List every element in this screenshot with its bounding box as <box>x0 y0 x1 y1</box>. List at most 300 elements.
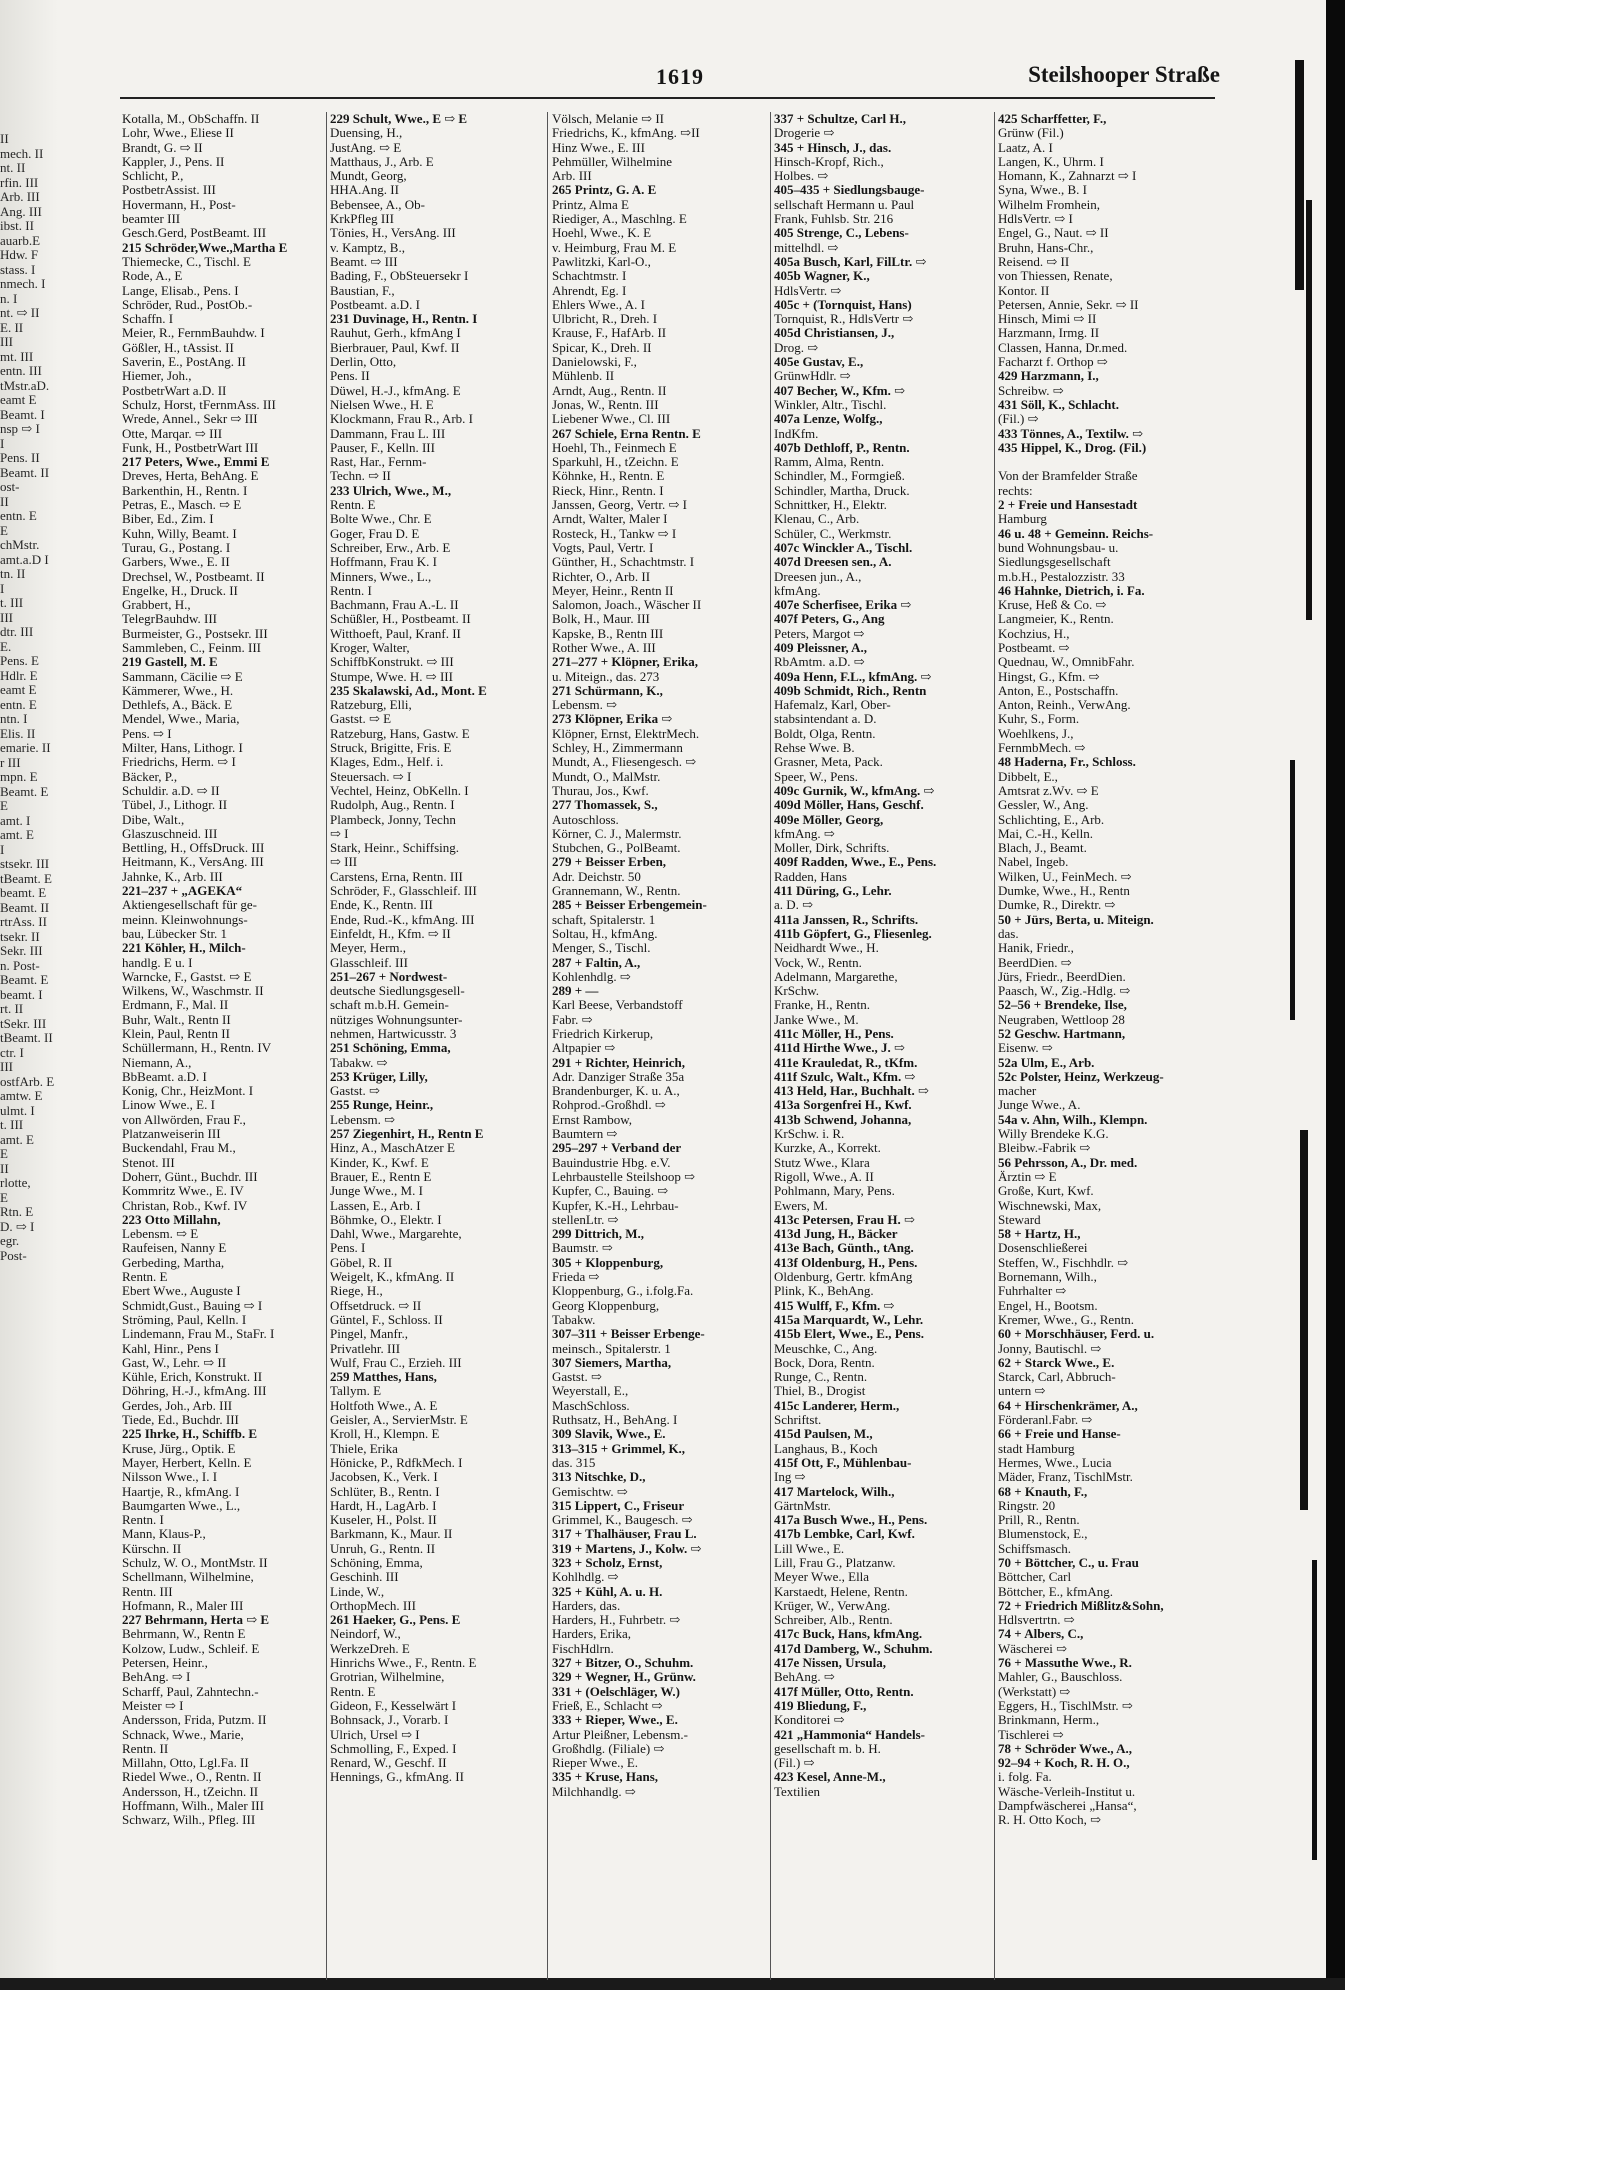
directory-entry: Mäder, Franz, TischlMstr. <box>998 1470 1133 1485</box>
directory-entry: Oldenburg, Gertr. kfmAng <box>774 1270 913 1285</box>
directory-entry: u. Miteign., das. 273 <box>552 669 660 684</box>
directory-entry: Schlüter, B., Rentn. I <box>330 1484 440 1499</box>
directory-entry: Arndt, Walter, Maler I <box>552 512 668 527</box>
directory-entry: 56 Pehrsson, A., Dr. med. <box>998 1155 1138 1170</box>
fragment-line: rtrAss. II <box>0 914 47 929</box>
fragment-line: auarb.E <box>0 232 41 248</box>
fragment-line: tBeamt. E <box>0 870 52 886</box>
directory-entry: Klein, Paul, Rentn II <box>122 1027 230 1041</box>
directory-entry: Raufeisen, Nanny E <box>122 1241 227 1256</box>
directory-entry: Junge Wwe., M. I <box>330 1184 423 1199</box>
directory-entry: Jürs, Friedr., BeerdDien. <box>998 969 1126 984</box>
directory-entry: 233 Ulrich, Wwe., M., <box>330 483 452 498</box>
fragment-line: rt. II <box>0 1001 24 1016</box>
directory-entry: Drogerie ⇨ <box>774 126 835 141</box>
directory-entry: Starck, Carl, Abbruch- <box>998 1370 1116 1385</box>
fragment-line: E <box>0 522 8 538</box>
directory-entry: Dahl, Wwe., Margarehte, <box>330 1227 462 1242</box>
directory-entry: Dosenschließerei <box>998 1241 1088 1256</box>
directory-entry: HHA.Ang. II <box>330 183 399 198</box>
directory-entry: Jacobsen, K., Verk. I <box>330 1470 438 1485</box>
fragment-line: nmech. I <box>0 276 46 291</box>
directory-entry: Hamburg <box>998 512 1047 527</box>
directory-entry: i. folg. Fa. <box>998 1770 1052 1785</box>
directory-entry: Eggers, H., TischlMstr. ⇨ <box>998 1698 1133 1713</box>
directory-entry: Wrede, Annel., Sekr ⇨ III <box>122 412 258 427</box>
directory-entry: Vock, W., Rentn. <box>774 955 862 970</box>
directory-entry: Riediger, A., Maschlng. E <box>552 212 687 227</box>
directory-entry: 255 Runge, Heinr., <box>330 1098 434 1113</box>
fragment-line: tMstr.aD. <box>0 377 50 393</box>
fragment-line: Hdlr. E <box>0 667 38 683</box>
directory-entry: 417e Nissen, Ursula, <box>774 1656 886 1671</box>
directory-entry: Christan, Rob., Kwf. IV <box>122 1198 248 1213</box>
directory-entry: Brandt, G. ⇨ II <box>122 140 203 155</box>
directory-entry: 299 Dittrich, M., <box>552 1227 645 1242</box>
fragment-line: Ang. III <box>0 203 42 219</box>
directory-entry: Ernst Rambow, <box>552 1112 633 1127</box>
directory-entry: schaft, Spitalerstr. 1 <box>552 912 656 927</box>
directory-entry: Klockmann, Frau R., Arb. I <box>330 412 473 427</box>
directory-entry: Vechtel, Heinz, ObKelln. I <box>330 783 469 798</box>
directory-entry: Engelke, H., Druck. II <box>122 583 238 598</box>
directory-entry: 417f Müller, Otto, Rentn. <box>774 1684 914 1699</box>
directory-entry: Mundt, Georg, <box>330 169 407 184</box>
directory-entry: Speer, W., Pens. <box>774 769 858 784</box>
directory-entry: Beamt. ⇨ III <box>330 254 398 269</box>
directory-entry: Witthoeft, Paul, Kranf. II <box>330 626 461 641</box>
directory-entry: Unruh, G., Rentn. II <box>330 1541 436 1556</box>
directory-entry: Neugraben, Wettloop 28 <box>998 1012 1125 1027</box>
directory-entry: FischHdlrn. <box>552 1641 614 1656</box>
directory-entry: Baumtern ⇨ <box>552 1127 618 1142</box>
directory-entry: 323 + Scholz, Ernst, <box>552 1555 663 1570</box>
fragment-line: Beamt. E <box>0 783 49 799</box>
directory-entry: Duensing, H., <box>330 126 403 141</box>
directory-entry: 307–311 + Beisser Erbenge- <box>552 1327 705 1342</box>
directory-entry: beamter III <box>122 212 181 227</box>
directory-entry: Kochzius, H., <box>998 626 1070 641</box>
directory-entry: Förderanl.Fabr. ⇨ <box>998 1413 1093 1428</box>
directory-entry: Pens. I <box>330 1241 366 1256</box>
directory-entry: 411c Möller, H., Pens. <box>774 1027 894 1041</box>
directory-entry: Hinz, A., MaschAtzer E <box>330 1141 455 1156</box>
directory-entry: Hoehl, Th., Feinmech E <box>552 440 677 455</box>
directory-entry: Franke, H., Rentn. <box>774 998 871 1013</box>
directory-entry: Rode, A., E <box>122 269 183 284</box>
directory-entry: 327 + Bitzer, O., Schuhm. <box>552 1656 694 1671</box>
fragment-line: Elis. II <box>0 725 36 741</box>
column-divider <box>326 112 327 1980</box>
directory-entry: Kolzow, Ludw., Schleif. E <box>122 1641 260 1656</box>
directory-entry: Kuhn, Willy, Beamt. I <box>122 526 237 541</box>
directory-entry: Schley, H., Zimmermann <box>552 741 683 756</box>
directory-entry: stabsintendant a. D. <box>774 712 877 727</box>
directory-entry: Ulbricht, R., Dreh. I <box>552 312 658 327</box>
directory-entry: Dampfwäscherei „Hansa“, <box>998 1799 1137 1814</box>
directory-entry: 221 Köhler, H., Milch- <box>122 941 246 956</box>
directory-entry: Platzanweiserin III <box>122 1127 221 1142</box>
directory-entry: Bebensee, A., Ob- <box>330 197 425 212</box>
directory-entry: Schellmann, Wilhelmine, <box>122 1570 254 1585</box>
directory-entry: Reisend. ⇨ II <box>998 254 1070 269</box>
directory-entry: Kurzke, A., Korrekt. <box>774 1141 881 1156</box>
directory-entry: Böttcher, Carl <box>998 1570 1072 1585</box>
directory-entry: Langhaus, B., Koch <box>774 1441 878 1456</box>
directory-entry: 257 Ziegenhirt, H., Rentn E <box>330 1127 484 1142</box>
directory-entry: Kuseler, H., Polst. II <box>330 1513 437 1528</box>
fragment-line: ost- <box>0 479 20 494</box>
directory-entry: Classen, Hanna, Dr.med. <box>998 340 1128 355</box>
directory-entry: BbBeamt. a.D. I <box>122 1069 207 1084</box>
directory-entry: Tabakw. ⇨ <box>330 1055 388 1070</box>
directory-entry: Stenot. III <box>122 1155 175 1170</box>
directory-entry: Offsetdruck. ⇨ II <box>330 1298 422 1313</box>
fragment-line: tsekr. II <box>0 928 40 944</box>
directory-entry: Einfeldt, H., Kfm. ⇨ II <box>330 926 451 941</box>
directory-entry: Scharff, Paul, Zahntechn.- <box>122 1684 259 1699</box>
directory-entry: 64 + Hirschenkrämer, A., <box>998 1398 1138 1413</box>
directory-entry: Schiffsmasch. <box>998 1541 1072 1556</box>
fragment-line: mech. II <box>0 145 44 161</box>
directory-entry: 415f Ott, F., Mühlenbau- <box>774 1455 912 1470</box>
directory-entry: Schüßler, H., Postbeamt. II <box>330 612 471 627</box>
fragment-line: nsp ⇨ I <box>0 421 40 436</box>
directory-entry: Tischlerei ⇨ <box>998 1727 1064 1742</box>
directory-entry: Schüllermann, H., Rentn. IV <box>122 1041 272 1056</box>
directory-entry: Kontor. II <box>998 283 1050 298</box>
directory-entry: Hinrichs Wwe., F., Rentn. E <box>330 1656 477 1671</box>
directory-entry: Dethlefs, A., Bäck. E <box>122 698 233 713</box>
directory-entry: Hingst, G., Kfm. ⇨ <box>998 669 1100 684</box>
directory-entry: Hovermann, H., Post- <box>122 197 236 212</box>
directory-entry: Baumstr. ⇨ <box>552 1241 613 1256</box>
directory-entry: Postbeamt. a.D. I <box>330 297 420 312</box>
directory-entry: Gessler, W., Ang. <box>998 798 1089 813</box>
fragment-line: entn. E <box>0 696 37 712</box>
fragment-line: egr. <box>0 1233 20 1248</box>
directory-entry: PostbetrAssist. III <box>122 183 216 198</box>
directory-entry: KrSchw. i. R. <box>774 1127 845 1142</box>
directory-entry: 429 Harzmann, I., <box>998 369 1099 384</box>
directory-entry: Buhr, Walt., Rentn II <box>122 1012 231 1027</box>
directory-entry: Tabakw. <box>552 1312 596 1327</box>
directory-entry: Richter, O., Arb. II <box>552 569 651 584</box>
directory-entry: Carstens, Erna, Rentn. III <box>330 869 463 884</box>
directory-entry: 409d Möller, Hans, Geschf. <box>774 798 924 813</box>
directory-entry: 411d Hirthe Wwe., J. ⇨ <box>774 1041 905 1056</box>
directory-entry: Wilken, U., FeinMech. ⇨ <box>998 869 1132 884</box>
fragment-line: I <box>0 435 5 451</box>
directory-entry: 409 Pleissner, A., <box>774 640 868 655</box>
directory-entry: Sparkuhl, H., tZeichn. E <box>552 455 679 470</box>
directory-entry: 413c Petersen, Frau H. ⇨ <box>774 1212 915 1227</box>
fragment-line: stsekr. III <box>0 856 50 871</box>
directory-entry: Pehmüller, Wilhelmine <box>552 154 673 169</box>
directory-entry: Frieda ⇨ <box>552 1270 600 1285</box>
directory-entry: Kappler, J., Pens. II <box>122 154 225 169</box>
fragment-line: E <box>0 1189 8 1205</box>
directory-entry: Lange, Elisab., Pens. I <box>122 283 239 298</box>
directory-entry: Jahnke, K., Arb. III <box>122 869 223 884</box>
fragment-line: t. III <box>0 595 24 610</box>
fragment-line: eamt E <box>0 392 37 407</box>
directory-entry: Pohlmann, Mary, Pens. <box>774 1184 895 1199</box>
directory-entry: Mayer, Herbert, Kelln. E <box>122 1455 252 1470</box>
directory-entry: Pens. II <box>330 369 370 384</box>
directory-entry: Düwel, H.-J., kfmAng. E <box>330 383 461 398</box>
directory-entry: Anton, Reinh., VerwAng. <box>998 698 1131 713</box>
directory-entry: Harzmann, Irmg. II <box>998 326 1100 341</box>
fragment-line: III <box>0 609 13 625</box>
directory-entry: Schachtmstr. I <box>552 269 627 284</box>
directory-entry: Aktiengesellschaft für ge- <box>122 898 258 913</box>
directory-entry: Hoehl, Wwe., K. E <box>552 226 652 241</box>
directory-entry: Kohlenhdlg. ⇨ <box>552 969 631 984</box>
directory-entry: Rehse Wwe. B. <box>774 741 855 756</box>
directory-entry: Dammann, Frau L. III <box>330 426 446 441</box>
directory-entry: Ulrich, Ursel ⇨ I <box>330 1727 420 1742</box>
directory-entry: Bolte Wwe., Chr. E <box>330 512 432 527</box>
directory-entry: 415c Landerer, Herm., <box>774 1398 900 1413</box>
directory-entry: Krüger, W., VerwAng. <box>774 1598 891 1613</box>
directory-entry: Engel, H., Bootsm. <box>998 1298 1098 1313</box>
directory-entry: Rosteck, H., Tankw ⇨ I <box>552 526 677 541</box>
directory-entry: Geschinh. III <box>330 1570 399 1585</box>
directory-entry: Tübel, J., Lithogr. II <box>122 798 228 813</box>
directory-entry: von Thiessen, Renate, <box>998 269 1113 284</box>
directory-entry: deutsche Siedlungsgesell- <box>330 984 465 999</box>
fragment-line: rlotte, <box>0 1175 31 1190</box>
fragment-line: beamt. I <box>0 986 43 1002</box>
fragment-line: I <box>0 841 5 857</box>
directory-entry: das. 315 <box>552 1455 596 1470</box>
fragment-line: E <box>0 798 8 813</box>
scan-streak <box>1295 60 1304 290</box>
directory-entry: Brinkmann, Herm., <box>998 1713 1100 1728</box>
directory-entry: 417b Lembke, Carl, Kwf. <box>774 1527 915 1542</box>
fragment-line: E. <box>0 638 12 654</box>
directory-entry: Krause, F., HafArb. II <box>552 326 667 341</box>
directory-entry: Syna, Wwe., B. I <box>998 183 1087 198</box>
directory-entry: 413b Schwend, Johanna, <box>774 1112 912 1127</box>
fragment-line: nt. II <box>0 160 26 175</box>
directory-entry: Neidhardt Wwe., H. <box>774 941 879 956</box>
directory-entry: 413a Sorgenfrei H., Kwf. <box>774 1098 912 1113</box>
directory-entry: schaft m.b.H. Gemein- <box>330 998 449 1013</box>
directory-entry: Langen, K., Uhrm. I <box>998 154 1104 169</box>
directory-entry: Schriftst. <box>774 1413 822 1428</box>
directory-entry: Linde, W., <box>330 1584 385 1599</box>
directory-entry: Ramm, Alma, Rentn. <box>774 455 885 470</box>
directory-entry: Textilien <box>774 1784 821 1799</box>
directory-entry: Lebensm. ⇨ <box>330 1112 396 1127</box>
directory-entry: Lassen, E., Arb. I <box>330 1198 421 1213</box>
directory-entry: Erdmann, F., Mal. II <box>122 998 229 1013</box>
directory-entry: Bading, F., ObSteuersekr I <box>330 269 469 284</box>
directory-entry: Hanik, Friedr., <box>998 941 1074 956</box>
directory-entry: Turau, G., Postang. I <box>122 540 231 555</box>
directory-entry: Schreiber, Alb., Rentn. <box>774 1613 893 1628</box>
directory-entry: Schnittker, H., Elektr. <box>774 498 887 513</box>
directory-entry: Rudolph, Aug., Rentn. I <box>330 798 455 813</box>
directory-entry: Thiele, Erika <box>330 1441 398 1456</box>
directory-entry: Güntel, F., Schloss. II <box>330 1312 443 1327</box>
directory-entry: Bachmann, Frau A.-L. II <box>330 598 459 613</box>
directory-entry: Engel, G., Naut. ⇨ II <box>998 226 1109 241</box>
fragment-line: Beamt. I <box>0 406 45 422</box>
directory-entry: Paasch, W., Zig.-Hdlg. ⇨ <box>998 984 1131 999</box>
directory-entry: Kremer, Wwe., G., Rentn. <box>998 1312 1135 1327</box>
directory-entry: Schindler, M., Formgieß. <box>774 469 905 484</box>
directory-entry: Nilsson Wwe., I. I <box>122 1470 218 1485</box>
directory-entry: Mühlenb. II <box>552 369 615 384</box>
directory-entry: Ing ⇨ <box>774 1470 806 1485</box>
directory-entry: Bleibw.-Fabrik ⇨ <box>998 1141 1091 1156</box>
directory-entry: Runge, C., Rentn. <box>774 1370 868 1385</box>
directory-entry: Andersson, H., tZeichn. II <box>122 1784 259 1799</box>
directory-entry: Schindler, Martha, Druck. <box>774 483 910 498</box>
directory-entry: 72 + Friedrich Mißlitz&Sohn, <box>998 1598 1164 1613</box>
directory-entry: gesellschaft m. b. H. <box>774 1741 881 1756</box>
directory-entry: 2 + Freie und Hansestadt <box>998 498 1138 513</box>
directory-entry: (Werkstatt) ⇨ <box>998 1684 1071 1699</box>
directory-entry: Thurau, Jos., Kwf. <box>552 783 649 798</box>
directory-entry: Plambeck, Jonny, Techn <box>330 812 456 827</box>
directory-entry: 315 Lippert, C., Friseur <box>552 1498 685 1513</box>
fragment-line: t. III <box>0 1117 24 1132</box>
directory-column-4 <box>774 112 994 1980</box>
fragment-line: Hdw. F <box>0 247 39 262</box>
directory-entry: 253 Krüger, Lilly, <box>330 1069 428 1084</box>
directory-entry: Schnack, Wwe., Marie, <box>122 1727 244 1742</box>
directory-entry: Riege, H., <box>330 1284 383 1299</box>
directory-entry: 267 Schiele, Erna Rentn. E <box>552 426 701 441</box>
directory-entry: Tiede, Ed., Buchdr. III <box>122 1413 239 1428</box>
fragment-line: ntn. I <box>0 711 28 726</box>
directory-entry: Lill Wwe., E. <box>774 1541 845 1556</box>
directory-entry: Jonas, W., Rentn. III <box>552 397 659 412</box>
directory-entry: 307 Siemers, Martha, <box>552 1355 672 1370</box>
directory-entry: Dumke, Wwe., H., Rentn <box>998 884 1130 899</box>
directory-entry: meinsch., Spitalerstr. 1 <box>552 1341 671 1356</box>
directory-entry: Rentn. E <box>122 1270 168 1285</box>
fragment-line: Pens. E <box>0 653 39 668</box>
directory-entry: Konditorei ⇨ <box>774 1713 845 1728</box>
directory-entry: Millahn, Otto, Lgl.Fa. II <box>122 1756 249 1771</box>
directory-entry: Mahler, G., Bauschloss. <box>998 1670 1123 1685</box>
directory-entry: Linow Wwe., E. I <box>122 1098 215 1113</box>
scan-streak <box>1306 200 1312 620</box>
directory-entry: Tönies, H., VersAng. III <box>330 226 456 241</box>
directory-entry: 225 Ihrke, H., Schiffb. E <box>122 1427 258 1442</box>
directory-column-5 <box>998 112 1218 1980</box>
fragment-line: tSekr. III <box>0 1015 47 1031</box>
directory-entry: Schuldir. a.D. ⇨ II <box>122 783 220 798</box>
directory-entry: GärtnMstr. <box>774 1498 831 1513</box>
directory-entry: 407e Scherfisee, Erika ⇨ <box>774 598 912 613</box>
directory-entry: Junge Wwe., A. <box>998 1098 1081 1113</box>
directory-entry: 415b Elert, Wwe., E., Pens. <box>774 1327 924 1342</box>
directory-entry: 271 Schürmann, K., <box>552 683 663 698</box>
fragment-line: amt. E <box>0 827 34 842</box>
directory-entry: 62 + Starck Wwe., E. <box>998 1355 1115 1370</box>
directory-entry: Danielowski, F., <box>552 355 637 370</box>
directory-entry: Heitmann, K., VersAng. III <box>122 855 264 870</box>
directory-entry: Meier, R., FernmBauhdw. I <box>122 326 265 341</box>
directory-entry: 409c Gurnik, W., kfmAng. ⇨ <box>774 783 935 798</box>
directory-entry: ⇨ I <box>330 826 349 841</box>
directory-entry: Burmeister, G., Postsekr. III <box>122 626 268 641</box>
directory-entry: Friedrichs, K., kfmAng. ⇨II <box>552 126 700 141</box>
directory-entry: 317 + Thalhäuser, Frau L. <box>552 1527 697 1542</box>
directory-entry: Georg Kloppenburg, <box>552 1298 660 1313</box>
fragment-line: Post- <box>0 1247 27 1263</box>
directory-entry: Gemischtw. ⇨ <box>552 1484 628 1499</box>
directory-entry: Salomon, Joach., Wäscher II <box>552 598 702 613</box>
directory-entry: Friedrichs, Herm. ⇨ I <box>122 755 236 770</box>
directory-entry: Sammann, Cäcilie ⇨ E <box>122 669 243 684</box>
directory-entry: Meuschke, C., Ang. <box>774 1341 878 1356</box>
directory-entry: Petersen, Heinr., <box>122 1656 208 1671</box>
directory-entry: v. Heimburg, Frau M. E <box>552 240 677 255</box>
directory-entry: Petras, E., Masch. ⇨ E <box>122 498 242 513</box>
fragment-line: amt. E <box>0 1131 34 1147</box>
directory-entry: Soltau, H., kfmAng. <box>552 926 658 941</box>
directory-entry: 405–435 + Siedlungsbauge- <box>774 183 925 198</box>
directory-entry: JustAng. ⇨ E <box>330 140 402 155</box>
directory-entry: Pawlitzki, Karl-O., <box>552 254 651 269</box>
directory-entry: Artur Pleißner, Lebensm.- <box>552 1727 688 1742</box>
directory-entry: Laatz, A. I <box>998 140 1053 155</box>
directory-entry: OrthopMech. III <box>330 1598 416 1613</box>
directory-entry: Kuhr, S., Form. <box>998 712 1080 727</box>
directory-entry: 407f Peters, G., Ang <box>774 612 885 627</box>
fragment-line: amtw. E <box>0 1088 43 1103</box>
previous-page-fragment <box>0 132 56 1263</box>
fragment-line: ibst. II <box>0 218 34 233</box>
directory-entry: Große, Kurt, Kwf. <box>998 1184 1094 1199</box>
directory-entry: Schmidt,Gust., Bauing ⇨ I <box>122 1298 263 1313</box>
fragment-line: eamt E <box>0 682 37 697</box>
fragment-line: Beamt. II <box>0 899 50 915</box>
directory-entry: 405 Strenge, C., Lebens- <box>774 226 909 241</box>
directory-entry: Peters, Margot ⇨ <box>774 626 865 641</box>
scan-streak <box>1300 1130 1308 1510</box>
directory-entry: MaschSchloss. <box>552 1398 630 1413</box>
directory-entry: 415a Marquardt, W., Lehr. <box>774 1312 924 1327</box>
directory-entry: 92–94 + Koch, R. H. O., <box>998 1756 1130 1771</box>
directory-entry: Brandenburger, K. u. A., <box>552 1084 680 1099</box>
directory-entry: Schreibw. ⇨ <box>998 383 1064 398</box>
fragment-line: entn. III <box>0 363 42 378</box>
directory-entry: stellenLtr. ⇨ <box>552 1212 619 1227</box>
directory-entry: R. H. Otto Koch, ⇨ <box>998 1813 1101 1828</box>
directory-entry: 319 + Martens, J., Kolw. ⇨ <box>552 1541 702 1556</box>
directory-entry: Weigelt, K., kfmAng. II <box>330 1270 455 1285</box>
directory-entry: Kotalla, M., ObSchaffn. II <box>122 112 260 126</box>
directory-entry: Wischnewski, Max, <box>998 1198 1102 1213</box>
directory-entry: Von der Bramfelder Straße <box>998 469 1138 484</box>
directory-entry: 313 Nitschke, D., <box>552 1470 646 1485</box>
directory-entry: Schaffn. I <box>122 312 174 327</box>
directory-column-3 <box>552 112 767 1980</box>
directory-entry: Pauser, F., Kelln. III <box>330 440 435 455</box>
directory-entry: Meyer Wwe., Ella <box>774 1570 870 1585</box>
directory-entry: 419 Bliedung, F., <box>774 1698 867 1713</box>
directory-entry: 52 Geschw. Hartmann, <box>998 1027 1126 1041</box>
directory-entry: 405d Christiansen, J., <box>774 326 895 341</box>
